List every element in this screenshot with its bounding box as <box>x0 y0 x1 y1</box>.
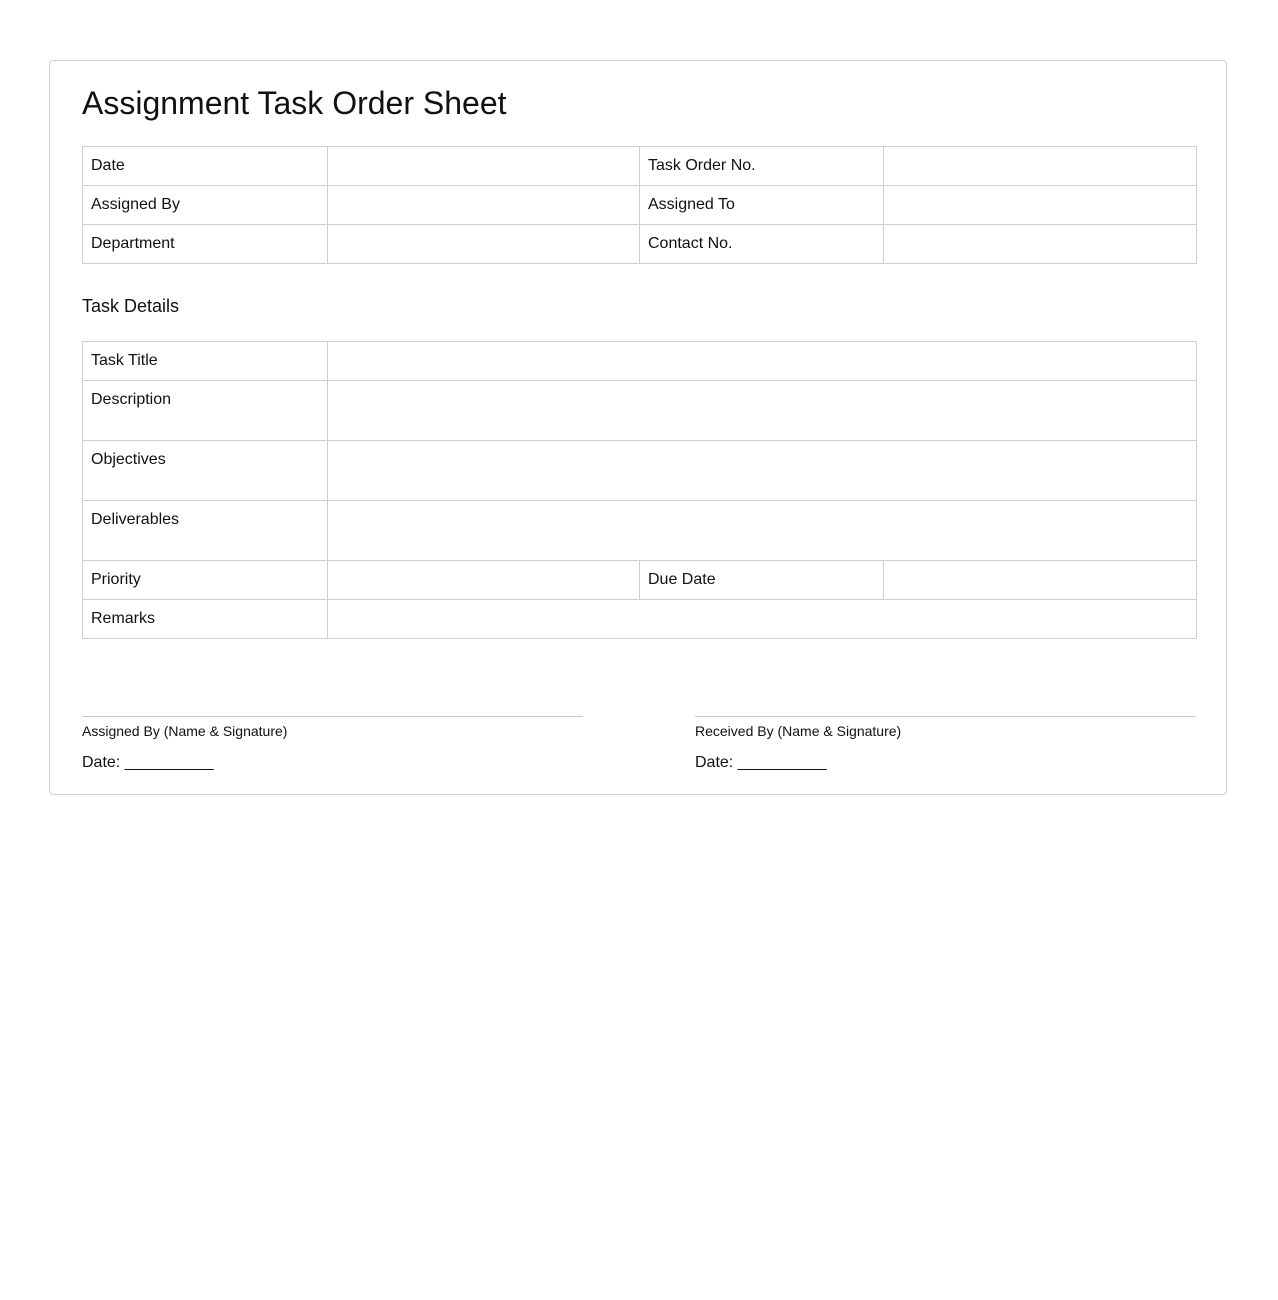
contact-no-label: Contact No. <box>640 225 884 264</box>
assigned-by-field[interactable] <box>328 186 640 225</box>
assigned-by-date: Date: __________ <box>82 754 214 771</box>
contact-no-field[interactable] <box>884 225 1197 264</box>
department-label: Department <box>83 225 328 264</box>
task-order-sheet <box>49 60 1227 795</box>
task-title-field[interactable] <box>328 342 1197 381</box>
signature-line[interactable] <box>695 716 1196 717</box>
remarks-label: Remarks <box>83 600 328 639</box>
due-date-label: Due Date <box>640 561 884 600</box>
page-title: Assignment Task Order Sheet <box>82 85 507 121</box>
received-by-signature-caption: Received By (Name & Signature) <box>695 723 902 739</box>
date-field[interactable] <box>328 147 640 186</box>
description-field[interactable] <box>328 381 1197 441</box>
table-row <box>83 441 1197 501</box>
table-row <box>83 381 1197 441</box>
received-by-date: Date: __________ <box>695 754 827 771</box>
task-title-label: Task Title <box>83 342 328 381</box>
deliverables-field[interactable] <box>328 501 1197 561</box>
task-details-table <box>82 341 1197 639</box>
table-row <box>83 186 1197 225</box>
objectives-field[interactable] <box>328 441 1197 501</box>
table-row <box>83 600 1197 639</box>
received-by-signature-block <box>695 716 1196 773</box>
assigned-to-field[interactable] <box>884 186 1197 225</box>
assigned-by-signature-caption: Assigned By (Name & Signature) <box>82 723 288 739</box>
table-row <box>83 225 1197 264</box>
signature-line[interactable] <box>82 716 583 717</box>
assigned-to-label: Assigned To <box>640 186 884 225</box>
date-label: Date <box>83 147 328 186</box>
table-row <box>83 147 1197 186</box>
task-order-no-label: Task Order No. <box>640 147 884 186</box>
priority-label: Priority <box>83 561 328 600</box>
task-order-no-field[interactable] <box>884 147 1197 186</box>
table-row <box>83 342 1197 381</box>
description-label: Description <box>83 381 328 441</box>
assigned-by-label: Assigned By <box>83 186 328 225</box>
assigned-by-signature-block <box>82 716 583 773</box>
due-date-field[interactable] <box>884 561 1197 600</box>
task-details-heading: Task Details <box>82 296 180 316</box>
department-field[interactable] <box>328 225 640 264</box>
header-info-table <box>82 146 1197 264</box>
priority-field[interactable] <box>328 561 640 600</box>
objectives-label: Objectives <box>83 441 328 501</box>
table-row <box>83 561 1197 600</box>
remarks-field[interactable] <box>328 600 1197 639</box>
table-row <box>83 501 1197 561</box>
deliverables-label: Deliverables <box>83 501 328 561</box>
